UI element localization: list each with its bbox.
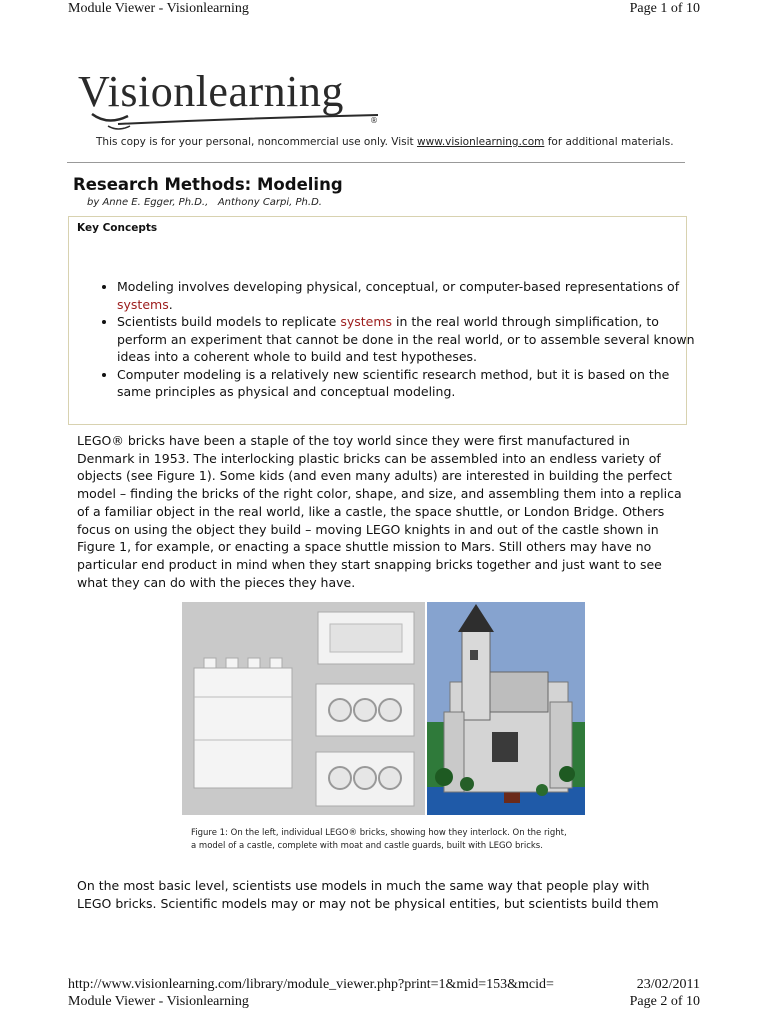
- key-concept-text: .: [168, 296, 173, 312]
- keyword-link-systems[interactable]: systems: [117, 296, 169, 312]
- key-concept-text: Computer modeling is a relatively new scientific research method, but it is based on the same principles as physical and conceptual modeling.: [117, 366, 670, 399]
- visionlearning-logo: [78, 66, 418, 136]
- figure-1-caption: Figure 1: On the left, individual LEGO® bricks, showing how they interlock. On the right, a model of a castle, complete with moat and castle guards, built with LEGO bricks.: [191, 828, 567, 851]
- personal-use-notice: [96, 136, 674, 148]
- print-footer-page: Page 2 of 10: [629, 994, 700, 1009]
- lego-castle-photo: [427, 602, 585, 815]
- logo-swoosh-icon: [78, 66, 418, 136]
- key-concept-item: [117, 313, 707, 366]
- notice-text-before: This copy is for your personal, noncommercial use only. Visit: [96, 136, 414, 148]
- keyword-link-systems[interactable]: systems: [340, 314, 393, 329]
- print-header-title: Module Viewer - Visionlearning: [68, 1, 249, 16]
- print-footer-title: Module Viewer - Visionlearning: [68, 994, 249, 1009]
- key-concepts-box: [68, 216, 695, 425]
- article-title: Research Methods: Modeling: [73, 175, 343, 194]
- lego-bricks-photo: [182, 602, 425, 815]
- key-concept-item: [117, 366, 707, 401]
- article-byline: by Anne E. Egger, Ph.D., Anthony Carpi, Ph.D.: [87, 197, 322, 208]
- print-footer-url: http://www.visionlearning.com/library/module_viewer.php?print=1&mid=153&mcid=: [68, 977, 554, 992]
- key-concept-text: Modeling involves developing physical, conceptual, or computer-based representations of: [117, 279, 680, 294]
- figure-1-image: [182, 602, 585, 815]
- header-divider: [67, 162, 685, 163]
- body-paragraph-1: LEGO® bricks have been a staple of the toy world since they were first manufactured in Denmark in 1953. The interlocking plastic bricks can be assembled into an endless variety of objects (see Figure 1). Some kids (and even many adults) are interested in building the perfect model – finding the bricks of the right color, shape, and size, and assembling them into a replica of a familiar object in the real world, like a castle, the space shuttle, or London Bridge. Others focus on using the object they build – moving LEGO knights in and out of the castle shown in Figure 1, for example, or enacting a space shuttle mission to Mars. Still others may have no particular end product in mind when they start snapping bricks together and just want to see what they can do with the pieces they have.: [77, 433, 682, 590]
- print-header-page: Page 1 of 10: [629, 1, 700, 16]
- key-concept-item: [117, 278, 707, 313]
- logo-registered-mark: ®: [370, 116, 378, 125]
- notice-text-after: for additional materials.: [547, 136, 674, 148]
- visionlearning-link[interactable]: www.visionlearning.com: [417, 136, 545, 148]
- body-paragraph-2: On the most basic level, scientists use models in much the same way that people play with LEGO bricks. Scientific models may or may not be physical entities, but scientists build them: [77, 878, 659, 911]
- logo-text: Visionlearning: [78, 67, 344, 116]
- key-concept-text: in the real world through simplification, to perform an experiment that cannot be done in the real world, or to assemble several known ideas into a coherent whole to build and test hypotheses.: [117, 314, 695, 364]
- print-footer-date: 23/02/2011: [636, 977, 700, 992]
- key-concept-text: Scientists build models to replicate: [117, 314, 341, 329]
- key-concepts-list: [79, 278, 707, 401]
- key-concepts-heading: Key Concepts: [77, 222, 158, 234]
